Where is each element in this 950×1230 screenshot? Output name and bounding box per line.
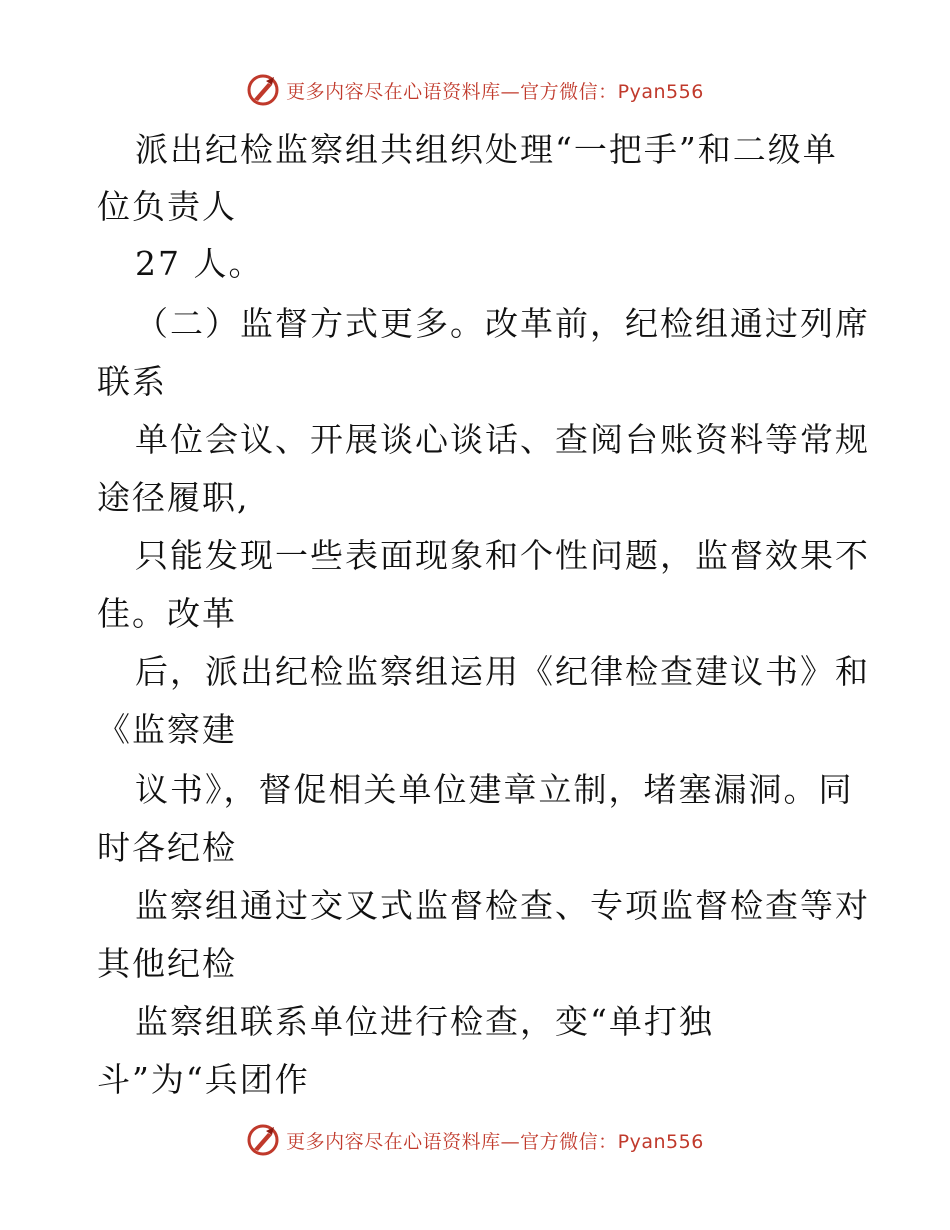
banner-main-text: 更多内容尽在心语资料库 bbox=[286, 80, 501, 103]
body-line: 单位会议、开展谈心谈话、查阅台账资料等常规 bbox=[135, 420, 870, 459]
quill-logo-icon bbox=[246, 73, 280, 107]
body-line: 佳。改革 bbox=[97, 594, 237, 633]
body-line: 斗”为“兵团作 bbox=[97, 1060, 310, 1099]
banner-main-text: 更多内容尽在心语资料库 bbox=[286, 1130, 501, 1153]
footer-banner bbox=[0, 1122, 950, 1158]
body-line: 监察组联系单位进行检查，变“单打独 bbox=[135, 1002, 714, 1041]
body-line: 时各纪检 bbox=[97, 828, 237, 867]
body-line: 位负责人 bbox=[97, 187, 237, 226]
quill-logo-icon bbox=[246, 1123, 280, 1157]
body-line: 派出纪检监察组共组织处理“一把手”和二级单 bbox=[135, 130, 838, 169]
body-line: 其他纪检 bbox=[97, 944, 237, 983]
banner-dash: — bbox=[500, 80, 521, 103]
body-line: 只能发现一些表面现象和个性问题，监督效果不 bbox=[135, 536, 870, 575]
header-banner bbox=[0, 72, 950, 108]
body-line: 联系 bbox=[97, 362, 167, 401]
body-line: 《监察建 bbox=[97, 710, 237, 749]
body-line: 监察组通过交叉式监督检查、专项监督检查等对 bbox=[135, 886, 870, 925]
banner-wechat: 官方微信：Pyan556 bbox=[520, 1130, 704, 1153]
banner-text bbox=[286, 1127, 704, 1154]
body-line: 后，派出纪检监察组运用《纪律检查建议书》和 bbox=[135, 652, 870, 691]
banner-dash: — bbox=[500, 1130, 521, 1153]
body-line: （二）监督方式更多。改革前，纪检组通过列席 bbox=[135, 304, 870, 343]
body-line: 途径履职, bbox=[97, 478, 250, 517]
body-line: 议书》，督促相关单位建章立制，堵塞漏洞。同 bbox=[135, 770, 854, 809]
banner-wechat: 官方微信：Pyan556 bbox=[520, 80, 704, 103]
banner-text bbox=[286, 77, 704, 104]
body-line: 27 人。 bbox=[135, 244, 264, 283]
